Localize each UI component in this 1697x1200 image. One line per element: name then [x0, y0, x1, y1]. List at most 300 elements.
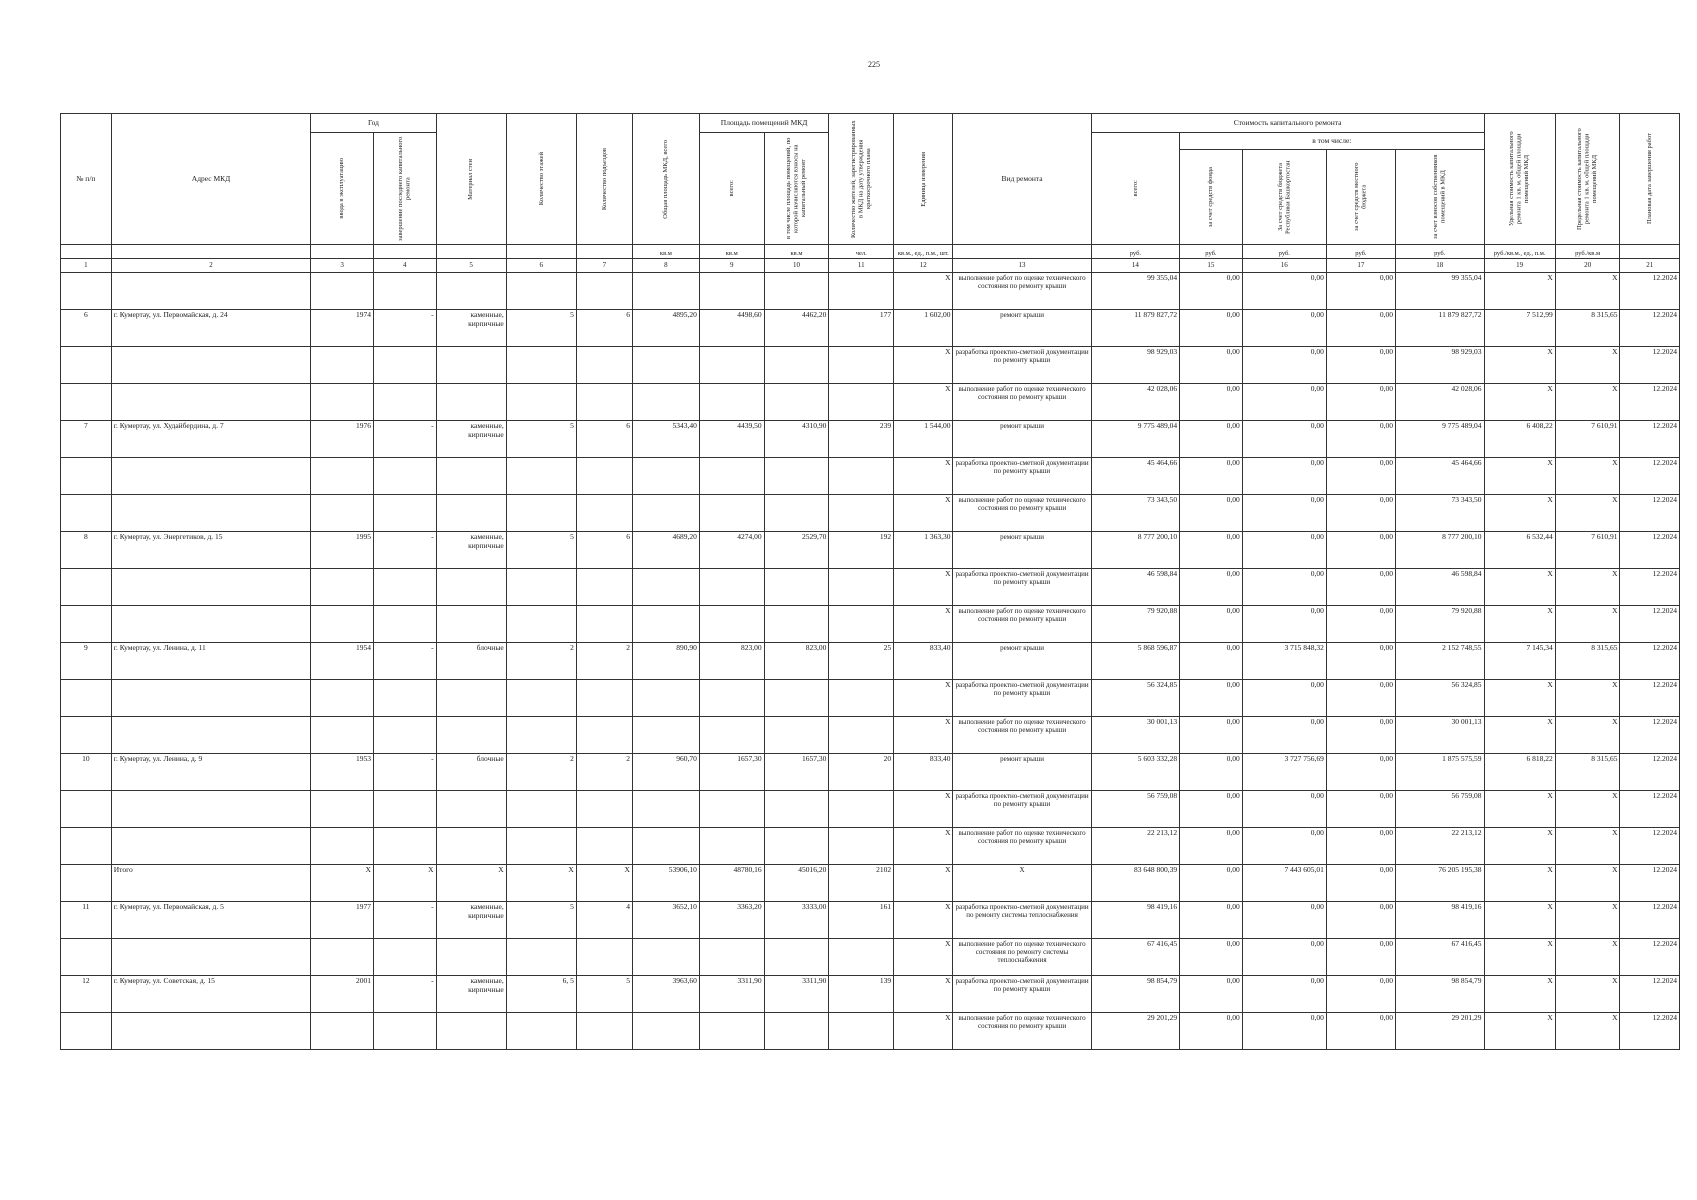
max-cost-cell: X [1555, 791, 1620, 828]
total-area-cell [632, 347, 699, 384]
total-area-cell [632, 458, 699, 495]
table-row [61, 976, 1680, 1013]
wall-material-cell: блочные [436, 643, 506, 680]
premises-area-cell [699, 791, 764, 828]
column-number: 10 [764, 259, 829, 273]
table-row [61, 569, 1680, 606]
row-number: 9 [61, 643, 112, 680]
repair-area-cell [764, 717, 829, 754]
table-row [61, 902, 1680, 939]
floors-cell [506, 458, 576, 495]
max-cost-cell: X [1555, 717, 1620, 754]
floors-cell [506, 828, 576, 865]
column-number: 7 [576, 259, 632, 273]
row-number: 12 [61, 976, 112, 1013]
unit-cell: чел. [829, 245, 894, 259]
repair-area-cell [764, 347, 829, 384]
unit-cell: X [894, 865, 953, 902]
work-type-cell: ремонт крыши [953, 532, 1091, 569]
header-residents: Количество жителей, зарегистрированных в МКД на дату утверждения краткосрочного плана [829, 114, 894, 245]
work-type-cell: разработка проектно-сметной документации по ремонту системы теплоснабжения [953, 902, 1091, 939]
cost-owners-cell: 99 355,04 [1395, 273, 1484, 310]
year-repair-cell [373, 1013, 436, 1050]
max-cost-cell: 8 315,65 [1555, 643, 1620, 680]
floors-cell: 2 [506, 754, 576, 791]
total-area-cell [632, 384, 699, 421]
cost-fund-cell: 0,00 [1180, 495, 1243, 532]
row-number [61, 865, 112, 902]
residents-cell [829, 347, 894, 384]
plan-date-cell: 12.2024 [1620, 569, 1680, 606]
entrances-cell [576, 347, 632, 384]
plan-date-cell: 12.2024 [1620, 828, 1680, 865]
address-cell [111, 717, 311, 754]
unit-cost-cell: X [1484, 347, 1555, 384]
max-cost-cell: X [1555, 273, 1620, 310]
work-type-cell: ремонт крыши [953, 754, 1091, 791]
plan-date-cell: 12.2024 [1620, 976, 1680, 1013]
cost-owners-cell: 46 598,84 [1395, 569, 1484, 606]
year-repair-cell: - [373, 421, 436, 458]
cost-republic-cell: 0,00 [1242, 310, 1326, 347]
total-area-cell: 3963,60 [632, 976, 699, 1013]
unit-cell: X [894, 939, 953, 976]
unit-cell: X [894, 569, 953, 606]
total-area-cell [632, 569, 699, 606]
year-commission-cell [311, 791, 374, 828]
cost-fund-cell: 0,00 [1180, 717, 1243, 754]
cost-local-cell: 0,00 [1326, 532, 1395, 569]
entrances-cell [576, 384, 632, 421]
unit-cost-cell: X [1484, 865, 1555, 902]
unit-cell: X [894, 1013, 953, 1050]
cost-fund-cell: 0,00 [1180, 532, 1243, 569]
max-cost-cell: 8 315,65 [1555, 310, 1620, 347]
cost-republic-cell: 0,00 [1242, 791, 1326, 828]
column-number: 1 [61, 259, 112, 273]
year-commission-cell [311, 569, 374, 606]
unit-cost-cell: X [1484, 680, 1555, 717]
premises-area-cell: 4274,00 [699, 532, 764, 569]
entrances-cell: 5 [576, 976, 632, 1013]
cost-owners-cell: 22 213,12 [1395, 828, 1484, 865]
unit-cell: кв.м [764, 245, 829, 259]
cost-republic-cell: 0,00 [1242, 532, 1326, 569]
floors-cell: 5 [506, 532, 576, 569]
year-commission-cell [311, 384, 374, 421]
work-type-cell: разработка проектно-сметной документации по ремонту крыши [953, 791, 1091, 828]
table-row [61, 865, 1680, 902]
cost-owners-cell: 56 759,08 [1395, 791, 1484, 828]
year-commission-cell: 1974 [311, 310, 374, 347]
unit-cell: X [894, 495, 953, 532]
header-year-commission: ввода в эксплуатацию [311, 133, 374, 245]
cost-total-cell: 9 775 489,04 [1091, 421, 1180, 458]
table-row [61, 680, 1680, 717]
cost-owners-cell: 98 419,16 [1395, 902, 1484, 939]
cost-fund-cell: 0,00 [1180, 310, 1243, 347]
year-commission-cell [311, 495, 374, 532]
residents-cell [829, 1013, 894, 1050]
cost-republic-cell: 0,00 [1242, 680, 1326, 717]
unit-cost-cell: X [1484, 1013, 1555, 1050]
cost-owners-cell: 56 324,85 [1395, 680, 1484, 717]
cost-total-cell: 73 343,50 [1091, 495, 1180, 532]
floors-cell: 5 [506, 902, 576, 939]
wall-material-cell: X [436, 865, 506, 902]
year-repair-cell [373, 458, 436, 495]
address-cell: г. Кумертау, ул. Первомайская, д. 5 [111, 902, 311, 939]
address-cell [111, 495, 311, 532]
entrances-cell: 2 [576, 643, 632, 680]
column-number: 8 [632, 259, 699, 273]
header-plan-date: Плановая дата завершения работ [1620, 114, 1680, 245]
column-number: 17 [1326, 259, 1395, 273]
premises-area-cell [699, 1013, 764, 1050]
row-number: 11 [61, 902, 112, 939]
cost-local-cell: 0,00 [1326, 791, 1395, 828]
wall-material-cell [436, 1013, 506, 1050]
year-commission-cell [311, 717, 374, 754]
table-row [61, 532, 1680, 569]
address-cell: г. Кумертау, ул. Ленина, д. 9 [111, 754, 311, 791]
plan-date-cell: 12.2024 [1620, 458, 1680, 495]
cost-fund-cell: 0,00 [1180, 976, 1243, 1013]
table-row [61, 828, 1680, 865]
cost-owners-cell: 29 201,29 [1395, 1013, 1484, 1050]
row-number: 6 [61, 310, 112, 347]
work-type-cell: разработка проектно-сметной документации по ремонту крыши [953, 569, 1091, 606]
row-number: 10 [61, 754, 112, 791]
repair-plan-table [60, 113, 1680, 1050]
cost-local-cell: 0,00 [1326, 865, 1395, 902]
cost-fund-cell: 0,00 [1180, 902, 1243, 939]
cost-total-cell: 56 759,08 [1091, 791, 1180, 828]
work-type-cell: выполнение работ по оценке технического состояния по ремонту крыши [953, 1013, 1091, 1050]
residents-cell: 25 [829, 643, 894, 680]
table-row [61, 754, 1680, 791]
year-repair-cell: - [373, 976, 436, 1013]
floors-cell [506, 569, 576, 606]
cost-republic-cell: 0,00 [1242, 273, 1326, 310]
column-number: 18 [1395, 259, 1484, 273]
entrances-cell: 6 [576, 310, 632, 347]
cost-total-cell: 98 929,03 [1091, 347, 1180, 384]
floors-cell [506, 791, 576, 828]
year-repair-cell: - [373, 532, 436, 569]
floors-cell: 5 [506, 310, 576, 347]
max-cost-cell: X [1555, 569, 1620, 606]
cost-owners-cell: 73 343,50 [1395, 495, 1484, 532]
max-cost-cell: X [1555, 976, 1620, 1013]
unit-cell: X [894, 606, 953, 643]
wall-material-cell [436, 458, 506, 495]
unit-cell: кв.м [699, 245, 764, 259]
max-cost-cell: 7 610,91 [1555, 421, 1620, 458]
cost-republic-cell: 0,00 [1242, 384, 1326, 421]
unit-cost-cell: X [1484, 606, 1555, 643]
cost-owners-cell: 67 416,45 [1395, 939, 1484, 976]
cost-owners-cell: 1 875 575,59 [1395, 754, 1484, 791]
residents-cell [829, 606, 894, 643]
header-premises-total: всего: [699, 133, 764, 245]
residents-cell: 239 [829, 421, 894, 458]
cost-total-cell: 5 603 332,28 [1091, 754, 1180, 791]
column-number: 5 [436, 259, 506, 273]
cost-republic-cell: 3 727 756,69 [1242, 754, 1326, 791]
entrances-cell [576, 606, 632, 643]
cost-owners-cell: 98 929,03 [1395, 347, 1484, 384]
repair-area-cell: 3311,90 [764, 976, 829, 1013]
header-premises-repair: в том числе площадь помещений, по которой начисляются взносы на капитальный ремонт [764, 133, 829, 245]
premises-area-cell: 1657,30 [699, 754, 764, 791]
year-commission-cell: X [311, 865, 374, 902]
year-repair-cell [373, 606, 436, 643]
max-cost-cell: X [1555, 902, 1620, 939]
cost-owners-cell: 76 205 195,38 [1395, 865, 1484, 902]
year-repair-cell [373, 828, 436, 865]
residents-cell [829, 828, 894, 865]
floors-cell [506, 1013, 576, 1050]
work-type-cell: выполнение работ по оценке технического состояния по ремонту крыши [953, 606, 1091, 643]
column-number: 4 [373, 259, 436, 273]
column-number: 12 [894, 259, 953, 273]
address-cell: г. Кумертау, ул. Энергетиков, д. 15 [111, 532, 311, 569]
wall-material-cell [436, 939, 506, 976]
cost-local-cell: 0,00 [1326, 717, 1395, 754]
cost-republic-cell: 0,00 [1242, 717, 1326, 754]
cost-republic-cell: 0,00 [1242, 976, 1326, 1013]
column-number: 2 [111, 259, 311, 273]
column-numbers-row [61, 259, 1680, 273]
repair-area-cell: 4462,20 [764, 310, 829, 347]
header-cost-total: всего: [1091, 133, 1180, 245]
unit-cell: руб. [1395, 245, 1484, 259]
wall-material-cell: каменные, кирпичные [436, 902, 506, 939]
cost-republic-cell: 0,00 [1242, 606, 1326, 643]
work-type-cell: X [953, 865, 1091, 902]
row-number [61, 458, 112, 495]
header-cost: Стоимость капитального ремонта [1091, 114, 1484, 133]
cost-fund-cell: 0,00 [1180, 643, 1243, 680]
wall-material-cell: каменные, кирпичные [436, 976, 506, 1013]
unit-cost-cell: 6 818,22 [1484, 754, 1555, 791]
max-cost-cell: X [1555, 384, 1620, 421]
wall-material-cell: каменные, кирпичные [436, 421, 506, 458]
cost-republic-cell: 0,00 [1242, 902, 1326, 939]
total-area-cell [632, 828, 699, 865]
address-cell [111, 680, 311, 717]
unit-cell: руб. [1091, 245, 1180, 259]
floors-cell: 5 [506, 421, 576, 458]
cost-total-cell: 67 416,45 [1091, 939, 1180, 976]
repair-area-cell [764, 384, 829, 421]
year-commission-cell: 1995 [311, 532, 374, 569]
entrances-cell [576, 458, 632, 495]
premises-area-cell: 3311,90 [699, 976, 764, 1013]
unit-cell: кв.м., ед., п.м., шт. [894, 245, 953, 259]
unit-cell: руб./кв.м., ед., п.м. [1484, 245, 1555, 259]
header-total-area: Общая площадь МКД, всего [632, 114, 699, 245]
wall-material-cell [436, 495, 506, 532]
row-number [61, 569, 112, 606]
unit-cost-cell: X [1484, 384, 1555, 421]
repair-area-cell [764, 495, 829, 532]
residents-cell [829, 384, 894, 421]
floors-cell: X [506, 865, 576, 902]
cost-republic-cell: 0,00 [1242, 347, 1326, 384]
entrances-cell [576, 495, 632, 532]
year-commission-cell: 1954 [311, 643, 374, 680]
entrances-cell [576, 273, 632, 310]
table-row [61, 421, 1680, 458]
plan-date-cell: 12.2024 [1620, 680, 1680, 717]
year-repair-cell: - [373, 902, 436, 939]
column-number: 21 [1620, 259, 1680, 273]
total-area-cell [632, 1013, 699, 1050]
cost-fund-cell: 0,00 [1180, 273, 1243, 310]
unit-cell: X [894, 976, 953, 1013]
total-area-cell: 960,70 [632, 754, 699, 791]
address-cell: г. Кумертау, ул. Худайбердина, д. 7 [111, 421, 311, 458]
unit-cost-cell: X [1484, 791, 1555, 828]
floors-cell: 2 [506, 643, 576, 680]
total-area-cell [632, 606, 699, 643]
year-repair-cell: - [373, 310, 436, 347]
year-repair-cell [373, 717, 436, 754]
cost-owners-cell: 79 920,88 [1395, 606, 1484, 643]
work-type-cell: выполнение работ по оценке технического состояния по ремонту крыши [953, 384, 1091, 421]
unit-cell: руб. [1242, 245, 1326, 259]
cost-republic-cell: 0,00 [1242, 1013, 1326, 1050]
table-row [61, 791, 1680, 828]
row-number: 8 [61, 532, 112, 569]
wall-material-cell [436, 569, 506, 606]
unit-cost-cell: X [1484, 717, 1555, 754]
unit-cell: 1 363,30 [894, 532, 953, 569]
residents-cell: 20 [829, 754, 894, 791]
residents-cell: 192 [829, 532, 894, 569]
max-cost-cell: X [1555, 680, 1620, 717]
plan-date-cell: 12.2024 [1620, 384, 1680, 421]
column-number: 13 [953, 259, 1091, 273]
table-body [61, 273, 1680, 1050]
table-row [61, 939, 1680, 976]
year-repair-cell [373, 273, 436, 310]
wall-material-cell [436, 273, 506, 310]
cost-fund-cell: 0,00 [1180, 1013, 1243, 1050]
cost-owners-cell: 30 001,13 [1395, 717, 1484, 754]
plan-date-cell: 12.2024 [1620, 495, 1680, 532]
residents-cell [829, 717, 894, 754]
unit-cell: руб. [1180, 245, 1243, 259]
premises-area-cell [699, 384, 764, 421]
repair-area-cell [764, 569, 829, 606]
cost-local-cell: 0,00 [1326, 606, 1395, 643]
cost-local-cell: 0,00 [1326, 976, 1395, 1013]
cost-fund-cell: 0,00 [1180, 347, 1243, 384]
page-number: 225 [868, 60, 880, 69]
header-cost-local: за счет средств местного бюджета [1326, 150, 1395, 245]
unit-cost-cell: X [1484, 273, 1555, 310]
plan-date-cell: 12.2024 [1620, 310, 1680, 347]
residents-cell [829, 273, 894, 310]
cost-owners-cell: 9 775 489,04 [1395, 421, 1484, 458]
unit-cell: 833,40 [894, 754, 953, 791]
repair-area-cell [764, 828, 829, 865]
table-row [61, 384, 1680, 421]
address-cell [111, 1013, 311, 1050]
column-number: 11 [829, 259, 894, 273]
repair-area-cell [764, 606, 829, 643]
total-area-cell [632, 495, 699, 532]
repair-area-cell [764, 939, 829, 976]
max-cost-cell: X [1555, 495, 1620, 532]
repair-area-cell [764, 458, 829, 495]
row-number [61, 273, 112, 310]
work-type-cell: выполнение работ по оценке технического состояния по ремонту крыши [953, 828, 1091, 865]
work-type-cell: разработка проектно-сметной документации по ремонту крыши [953, 347, 1091, 384]
cost-owners-cell: 8 777 200,10 [1395, 532, 1484, 569]
floors-cell [506, 384, 576, 421]
floors-cell [506, 273, 576, 310]
premises-area-cell [699, 680, 764, 717]
year-repair-cell [373, 384, 436, 421]
total-area-cell [632, 791, 699, 828]
row-number [61, 939, 112, 976]
floors-cell [506, 347, 576, 384]
plan-date-cell: 12.2024 [1620, 902, 1680, 939]
table-row [61, 310, 1680, 347]
residents-cell: 161 [829, 902, 894, 939]
table-row [61, 347, 1680, 384]
unit-cost-cell: X [1484, 902, 1555, 939]
total-area-cell [632, 717, 699, 754]
total-area-cell: 5343,40 [632, 421, 699, 458]
plan-date-cell: 12.2024 [1620, 643, 1680, 680]
residents-cell: 139 [829, 976, 894, 1013]
year-repair-cell [373, 791, 436, 828]
plan-date-cell: 12.2024 [1620, 865, 1680, 902]
premises-area-cell: 823,00 [699, 643, 764, 680]
cost-total-cell: 29 201,29 [1091, 1013, 1180, 1050]
row-number [61, 606, 112, 643]
entrances-cell [576, 1013, 632, 1050]
year-repair-cell [373, 347, 436, 384]
header-wall-material: Материал стен [436, 114, 506, 245]
max-cost-cell: X [1555, 1013, 1620, 1050]
work-type-cell: выполнение работ по оценке технического состояния по ремонту системы теплоснабжения [953, 939, 1091, 976]
cost-fund-cell: 0,00 [1180, 384, 1243, 421]
table-row [61, 606, 1680, 643]
entrances-cell [576, 569, 632, 606]
total-area-cell [632, 680, 699, 717]
cost-owners-cell: 98 854,79 [1395, 976, 1484, 1013]
address-cell [111, 273, 311, 310]
premises-area-cell [699, 569, 764, 606]
row-number [61, 1013, 112, 1050]
entrances-cell [576, 791, 632, 828]
cost-total-cell: 5 868 596,87 [1091, 643, 1180, 680]
premises-area-cell [699, 273, 764, 310]
cost-owners-cell: 11 879 827,72 [1395, 310, 1484, 347]
year-commission-cell: 1977 [311, 902, 374, 939]
cost-total-cell: 99 355,04 [1091, 273, 1180, 310]
cost-local-cell: 0,00 [1326, 458, 1395, 495]
table-row [61, 495, 1680, 532]
row-number: 7 [61, 421, 112, 458]
cost-republic-cell: 0,00 [1242, 569, 1326, 606]
